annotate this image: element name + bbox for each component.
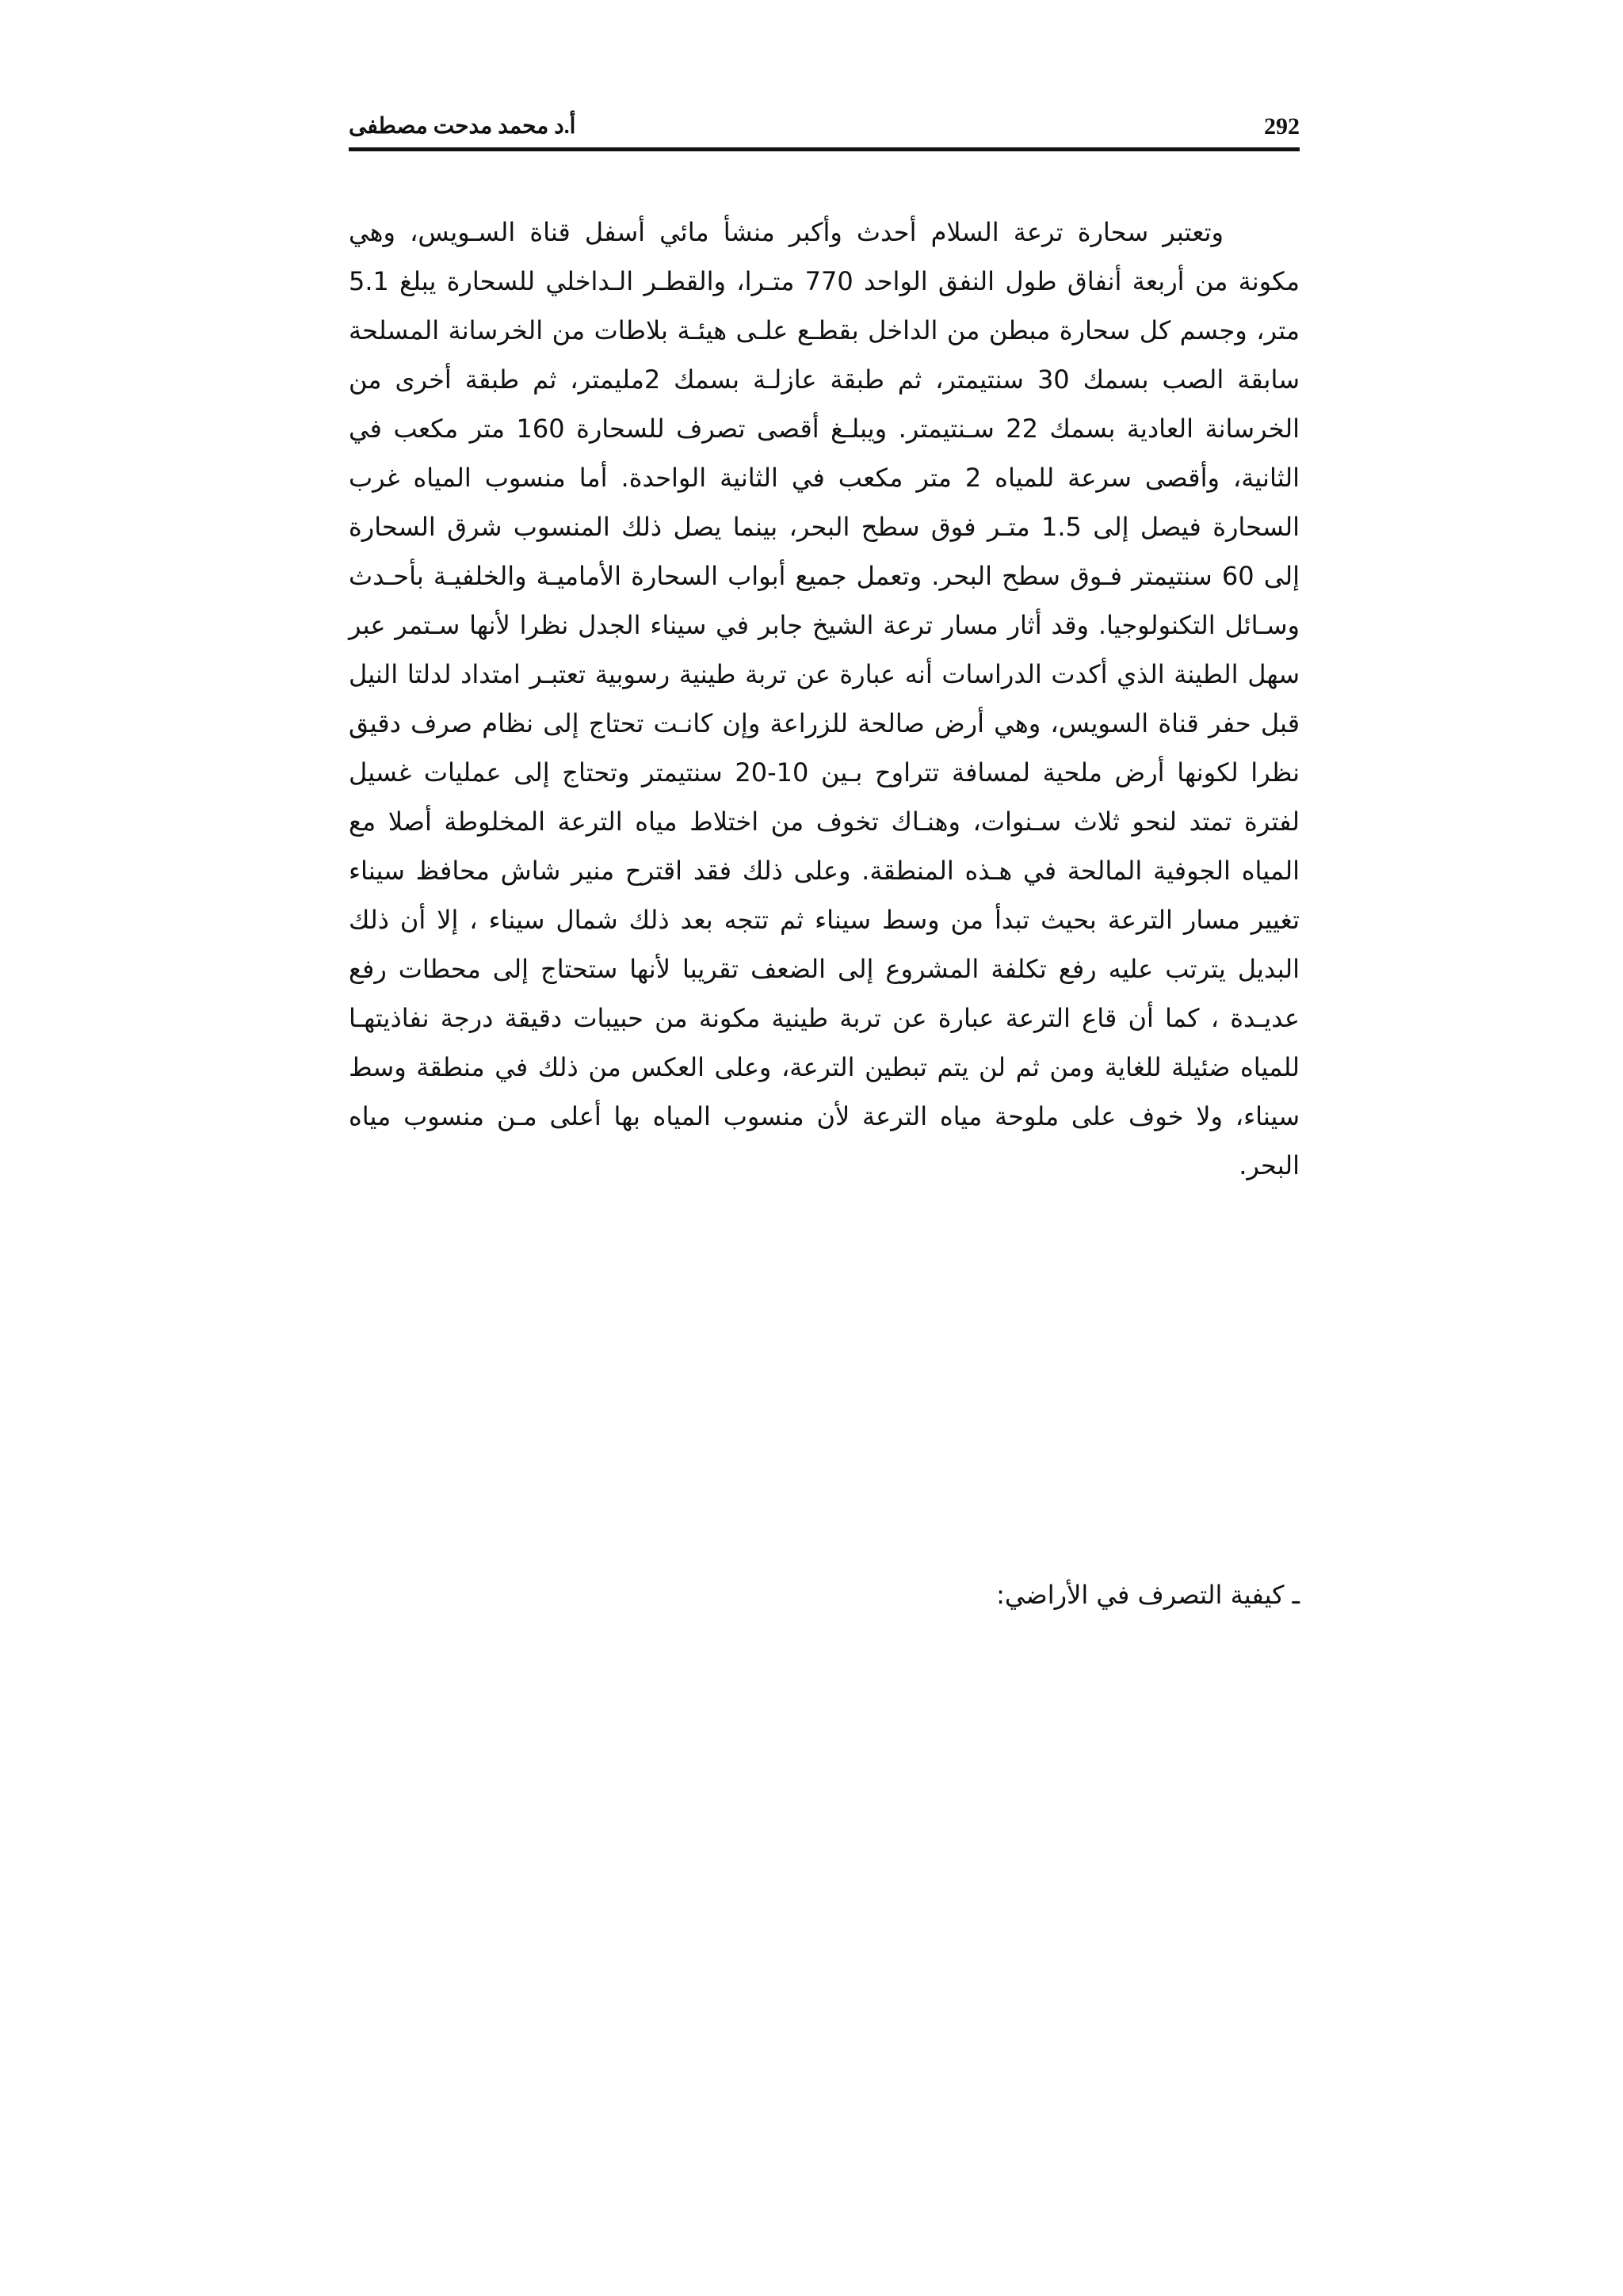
header-rule <box>349 147 1300 151</box>
body-paragraph-text: وتعتبر سحارة ترعة السلام أحدث وأكبر منشأ مائي أسفل قناة السـويس، وهي مكونة من أربعة أنفاق طول النفق الواحد 770 متـرا، والقطـر الـداخلي للسحارة يبلغ 5.1 متر، وجسم كل سحارة مبطن من الداخل بقطـع علـى هيئـة بلاطات من الخرسانة المسلحة سابقة الصب بسمك 30 سنتيمتر، ثم طبقة عازلـة بسمك 2مليمتر، ثم طبقة أخرى من الخرسانة العادية بسمك 22 سـنتيمتر. ويبلـغ أقصى تصرف للسحارة 160 متر مكعب في الثانية، وأقصى سرعة للمياه 2 متر مكعب في الثانية الواحدة. أما منسوب المياه غرب السحارة فيصل إلى 1.5 متـر فوق سطح البحر، بينما يصل ذلك المنسوب شرق السحارة إلى 60 سنتيمتر فـوق سطح البحر. وتعمل جميع أبواب السحارة الأماميـة والخلفيـة بأحـدث وسـائل التكنولوجيا. وقد أثار مسار ترعة الشيخ جابر في سيناء الجدل نظرا لأنها سـتمر عبر سهل الطينة الذي أكدت الدراسات أنه عبارة عن تربة طينية رسوبية تعتبـر امتداد لدلتا النيل قبل حفر قناة السويس، وهي أرض صالحة للزراعة وإن كانـت تحتاج إلى نظام صرف دقيق نظرا لكونها أرض ملحية لمسافة تتراوح بـين 10-20 سنتيمتر وتحتاج إلى عمليات غسيل لفترة تمتد لنحو ثلاث سـنوات، وهنـاك تخوف من اختلاط مياه الترعة المخلوطة أصلا مع المياه الجوفية المالحة في هـذه المنطقة. وعلى ذلك فقد اقترح منير شاش محافظ سيناء تغيير مسار الترعة بحيث تبدأ من وسط سيناء ثم تتجه بعد ذلك شمال سيناء ، إلا أن ذلك البديل يترتب عليه رفع تكلفة المشروع إلى الضعف تقريبا لأنها ستحتاج إلى محطات رفع عديـدة ، كما أن قاع الترعة عبارة عن تربة طينية مكونة من حبيبات دقيقة درجة نفاذيتهـا للمياه ضئيلة للغاية ومن ثم لن يتم تبطين الترعة، وعلى العكس من ذلك في منطقة وسط سيناء، ولا خوف على ملوحة مياه الترعة لأن منسوب المياه بها أعلى مـن منسوب مياه البحر. <box>349 217 1300 1180</box>
section-subheading: ـ كيفية التصرف في الأراضي: <box>996 1580 1300 1610</box>
body-paragraph <box>349 208 1300 1190</box>
page-number: 292 <box>1264 113 1300 139</box>
page-header <box>349 103 1300 151</box>
running-head-author: أ.د محمد مدحت مصطفى <box>349 114 576 139</box>
